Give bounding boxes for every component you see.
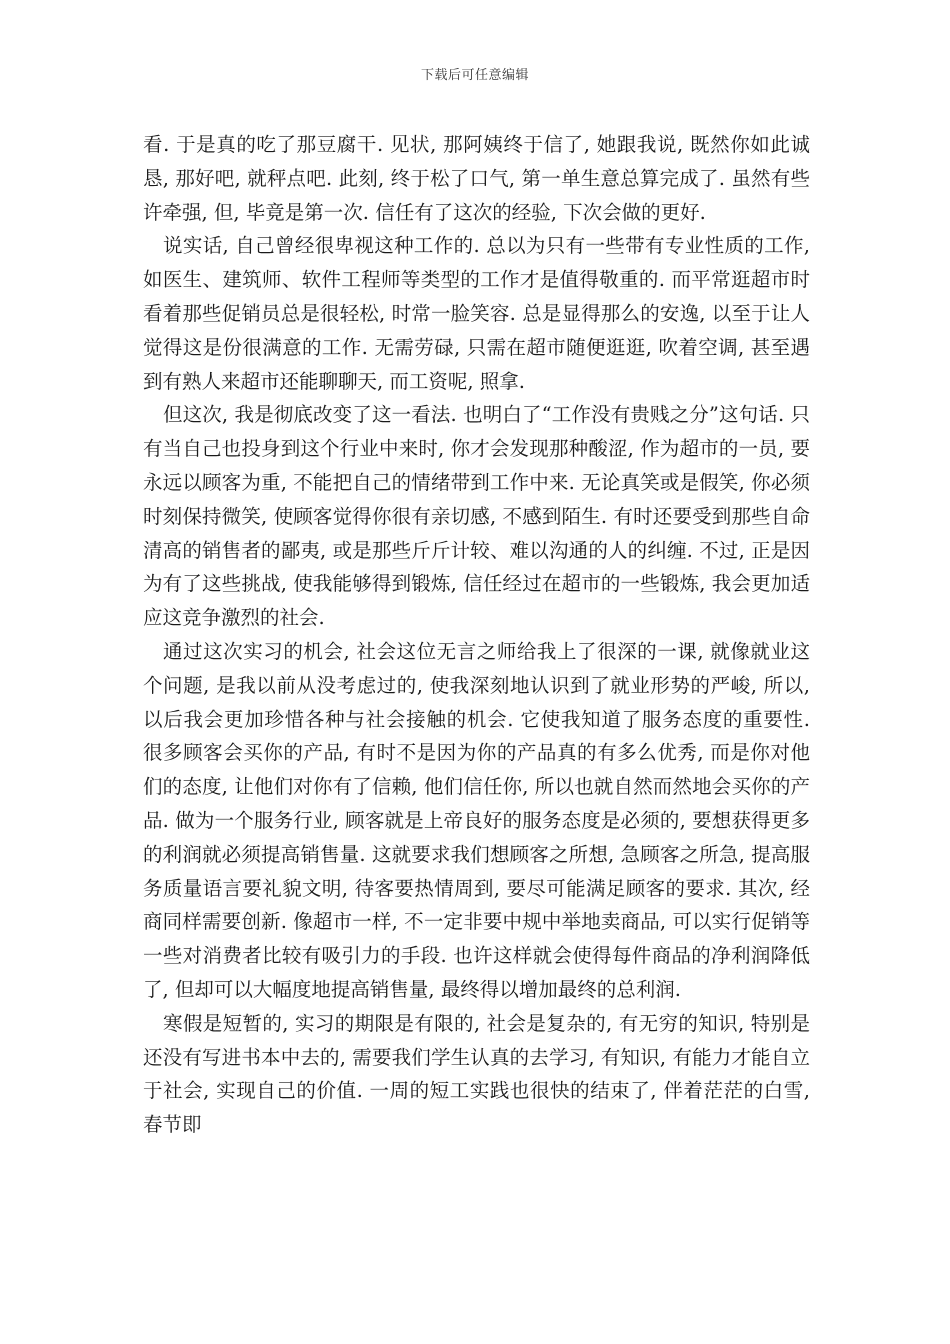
paragraph-4: 通过这次实习的机会, 社会这位无言之师给我上了很深的一课, 就像就业这个问题, 是我以前从没考虑过的, 使我深刻地认识到了就业形势的严峻, 所以, 以后我会更加珍惜各种与社会接触的机会. 它使我知道了服务态度的重要性. 很多顾客会买你的产品, 有时不是因为你的产品真的有多么优秀, 而是你对他们的态度, 让他们对你有了信赖, 他们信任你, 所以也就自然而然地会买你的产品. 做为一个服务行业, 顾客就是上帝良好的服务态度是必须的, 要想获得更多的利润就必须提高销售量. 这就要求我们想顾客之所想, 急顾客之所急, 提高服务质量语言要礼貌文明, 待客要热情周到, 要尽可能满足顾客的要求. 其次, 经商同样需要创新. 像超市一样, 不一定非要中规中举地卖商品, 可以实行促销等一些对消费者比较有吸引力的手段. 也许这样就会使得每件商品的净利润降低了, 但却可以大幅度地提高销售量, 最终得以增加最终的总利润. <box>143 639 810 1001</box>
paragraph-2: 说实话, 自己曾经很卑视这种工作的. 总以为只有一些带有专业性质的工作, 如医生、建筑师、软件工程师等类型的工作才是值得敬重的. 而平常逛超市时看着那些促销员总是很轻松, 时常一脸笑容. 总是显得那么的安逸, 以至于让人觉得这是份很满意的工作. 无需劳碌, 只需在超市随便逛逛, 吹着空调, 甚至遇到有熟人来超市还能聊聊天, 而工资呢, 照拿. <box>143 234 810 393</box>
paragraph-1: 看. 于是真的吃了那豆腐干. 见状, 那阿姨终于信了, 她跟我说, 既然你如此诚恳, 那好吧, 就秤点吧. 此刻, 终于松了口气, 第一单生意总算完成了. 虽然有些许牵强, 但, 毕竟是第一次. 信任有了这次的经验, 下次会做的更好. <box>143 133 810 224</box>
document-body <box>143 128 810 1142</box>
page-header: 下载后可任意编辑 <box>420 68 529 83</box>
paragraph-3: 但这次, 我是彻底改变了这一看法. 也明白了“工作没有贵贱之分”这句话. 只有当自己也投身到这个行业中来时, 你才会发现那种酸涩, 作为超市的一员, 要永远以顾客为重, 不能把自己的情绪带到工作中来. 无论真笑或是假笑, 你必须时刻保持微笑, 使顾客觉得你很有亲切感, 不感到陌生. 有时还要受到那些自命清高的销售者的鄙夷, 或是那些斤斤计较、难以沟通的人的纠缠. 不过, 正是因为有了这些挑战, 使我能够得到锻炼, 信任经过在超市的一些锻炼, 我会更加适应这竞争激烈的社会. <box>143 403 810 630</box>
paragraph-5: 寒假是短暂的, 实习的期限是有限的, 社会是复杂的, 有无穷的知识, 特别是还没有写进书本中去的, 需要我们学生认真的去学习, 有知识, 有能力才能自立于社会, 实现自己的价值. 一周的短工实践也很快的结束了, 伴着茫茫的白雪, 春节即 <box>143 1011 810 1137</box>
